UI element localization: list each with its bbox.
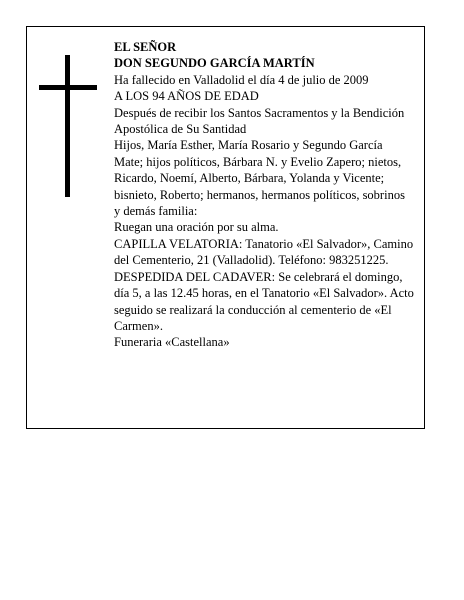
sacraments-statement: Después de recibir los Santos Sacramentos y la Bendición Apostólica de Su Santidad [114, 105, 405, 137]
farewell-info: DESPEDIDA DEL CADAVER: Se celebrará el domingo, día 5, a las 12.45 horas, en el Tanatorio «El Salvador». Acto seguido se realizará la conducción al cementerio de «El Carmen». [114, 269, 414, 333]
funeral-home: Funeraria «Castellana» [114, 335, 230, 350]
age-statement: A LOS 94 AÑOS DE EDAD [114, 89, 259, 104]
chapel-info: CAPILLA VELATORIA: Tanatorio «El Salvador», Camino del Cementerio, 21 (Valladolid). Teléfono: 983251225. [114, 236, 414, 268]
heading-title: EL SEÑOR [114, 40, 177, 54]
deceased-name: DON SEGUNDO GARCÍA MARTÍN [114, 56, 315, 71]
cross-vertical-bar [65, 55, 70, 197]
prayer-request: Ruegan una oración por su alma. [114, 220, 279, 235]
death-statement: Ha fallecido en Valladolid el día 4 de julio de 2009 [114, 72, 369, 87]
obituary-notice [26, 26, 425, 429]
latin-cross-icon [39, 55, 97, 197]
family-list: Hijos, María Esther, María Rosario y Segundo García Mate; hijos políticos, Bárbara N. y Evelio Zapero; nietos, Ricardo, Noemí, Alberto, Bárbara, Yolanda y Vicente; bisnieto, Roberto; hermanos, hermanos políticos, sobrinos y demás familia: [114, 138, 405, 219]
cross-horizontal-bar [39, 85, 97, 90]
notice-text [114, 39, 414, 351]
